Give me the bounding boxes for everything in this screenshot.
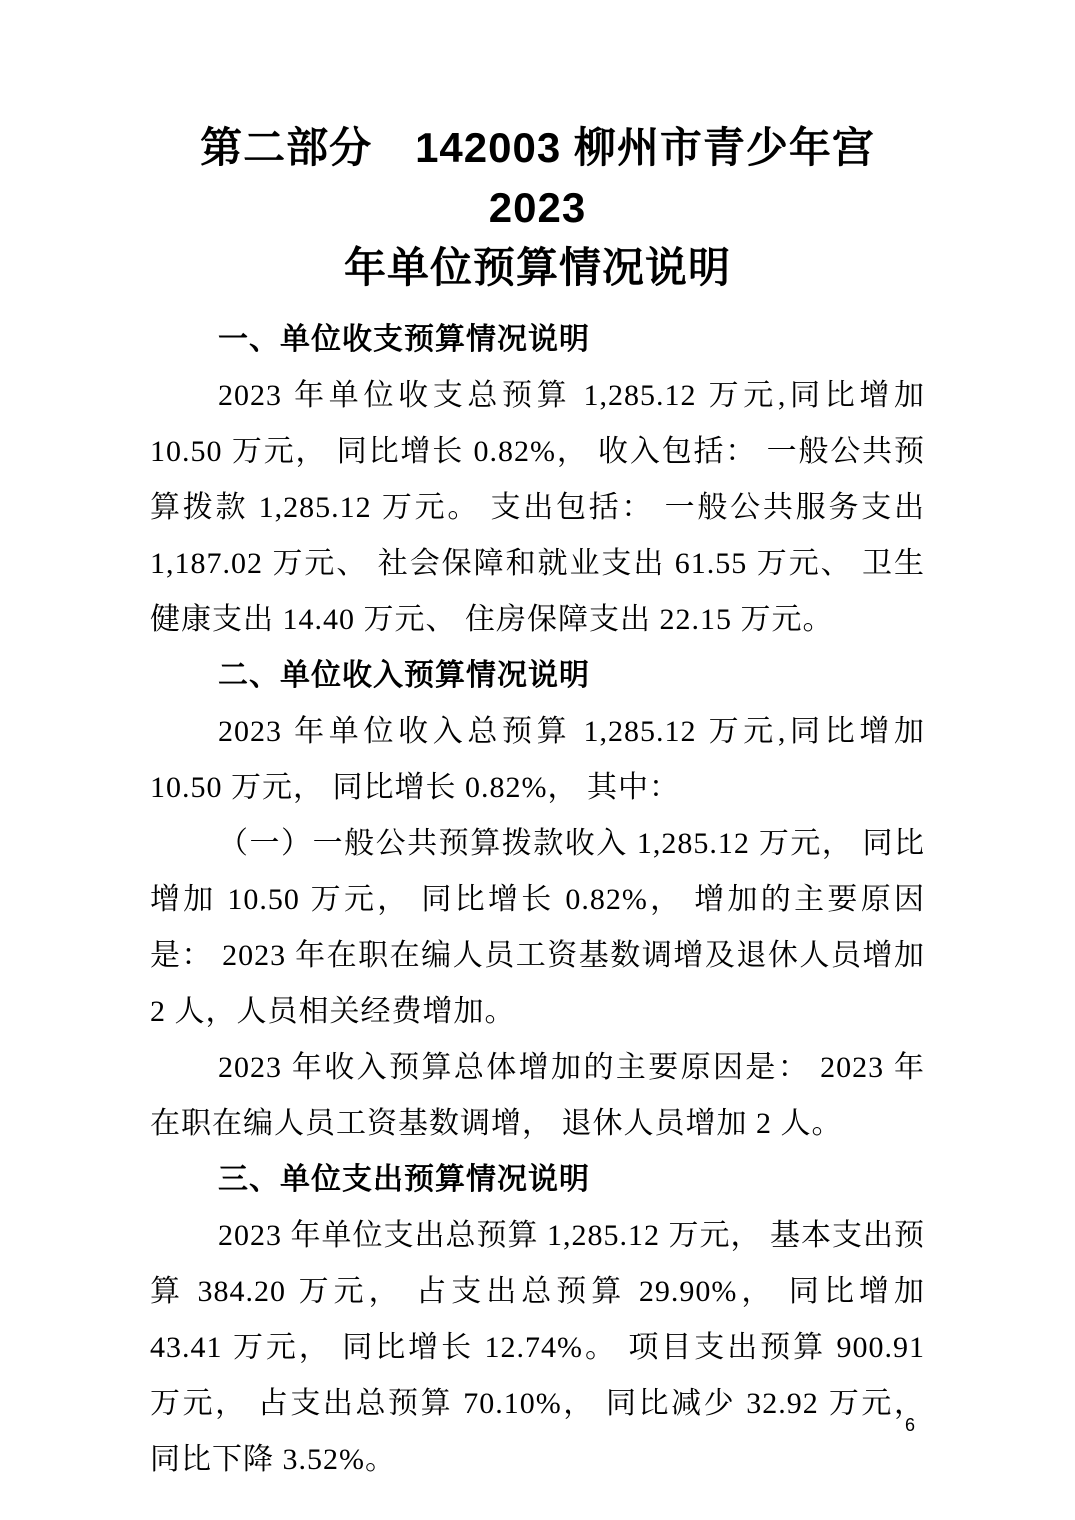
document-content — [150, 118, 925, 1488]
document-title-line1: 第二部分 142003 柳州市青少年宫 2023 — [200, 124, 875, 231]
section-heading: 三、单位支出预算情况说明 — [218, 1163, 590, 1196]
paragraph: 2023 年收入预算总体增加的主要原因是： 2023 年在职在编人员工资基数调增， 退休人员增加 2 人。 — [150, 1051, 925, 1140]
paragraph: （一）一般公共预算拨款收入 1,285.12 万元， 同比增加 10.50 万元， 同比增长 0.82%， 增加的主要原因是： 2023 年在职在编人员工资基数调增及退休人员增加 2 人，人员相关经费增加。 — [150, 827, 925, 1028]
section-heading: 一、单位收支预算情况说明 — [218, 323, 590, 356]
document-title-line2: 年单位预算情况说明 — [343, 244, 731, 291]
section-heading: 二、单位收入预算情况说明 — [218, 659, 590, 692]
paragraph: 2023 年单位收入总预算 1,285.12 万元,同比增加 10.50 万元， 同比增长 0.82%， 其中： — [150, 715, 925, 804]
document-title — [150, 118, 925, 298]
sections — [150, 312, 925, 1488]
paragraph: 2023 年单位支出总预算 1,285.12 万元， 基本支出预算 384.20 万元， 占支出总预算 29.90%， 同比增加 43.41 万元， 同比增长 12.74%。 项目支出预算 900.91 万元， 占支出总预算 70.10%， 同比减少 32.92 万元， 同比下降 3.52%。 — [150, 1219, 925, 1476]
paragraph: 2023 年单位收支总预算 1,285.12 万元,同比增加 10.50 万元， 同比增长 0.82%， 收入包括： 一般公共预算拨款 1,285.12 万元。 支出包括： 一般公共服务支出 1,187.02 万元、 社会保障和就业支出 61.55 万元、 卫生健康支出 14.40 万元、 住房保障支出 22.15 万元。 — [150, 379, 925, 636]
page-number: 6 — [904, 1415, 915, 1435]
